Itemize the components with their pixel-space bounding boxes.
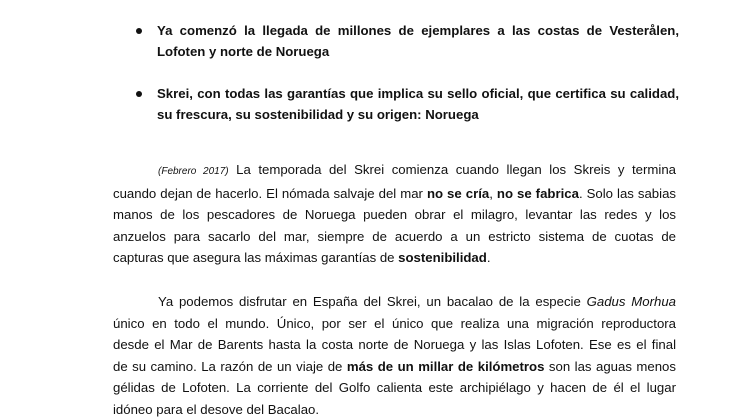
text-run: de su camino. La razón de un viaje de: [113, 359, 347, 374]
text-run: capturas que asegura las máximas garantías de: [113, 250, 398, 265]
emphasis-text: más de un millar de kilómetros: [347, 359, 545, 374]
text-run: . Solo las sabias: [579, 186, 676, 201]
paragraph-line: desde el Mar de Barents hasta la costa norte de Noruega y las Islas Lofoten. Ese es el final: [113, 334, 676, 356]
paragraph-line: idóneo para el desove del Bacalao.: [113, 399, 676, 420]
paragraph-line: [113, 247, 676, 269]
date-label: (Febrero 2017): [158, 166, 229, 177]
paragraph-line: único en todo el mundo. Único, por ser el único que realiza una migración reproductora: [113, 313, 676, 335]
text-run: Ya podemos disfrutar en España del Skrei, un bacalao de la especie: [158, 294, 587, 309]
highlight-text: Skrei, con todas las garantías que implica su sello oficial, que certifica su calidad, su frescura, su sostenibilidad y su origen: Noruega: [157, 86, 679, 122]
paragraph-season: [113, 159, 676, 269]
highlight-text: Ya comenzó la llegada de millones de ejemplares a las costas de Vesterålen, Lofoten y norte de Noruega: [157, 23, 679, 59]
emphasis-text: no se cría: [427, 186, 489, 201]
species-name: Gadus Morhua: [587, 294, 676, 309]
highlights-list: [134, 20, 679, 125]
paragraph-line: [113, 291, 676, 313]
bullet-dot-icon: [136, 28, 142, 34]
text-run: son las aguas menos: [544, 359, 676, 374]
emphasis-text: sostenibilidad: [398, 250, 487, 265]
text-run: La temporada del Skrei comienza cuando llegan los Skreis y termina: [229, 162, 676, 177]
paragraph-line: gélidas de Lofoten. La corriente del Golfo calienta este archipiélago y hacen de él el lugar: [113, 377, 676, 399]
paragraph-line: [113, 159, 676, 183]
paragraph-migration: [113, 291, 676, 420]
text-run: .: [487, 250, 491, 265]
highlight-item: [134, 20, 679, 62]
emphasis-text: no se fabrica: [497, 186, 579, 201]
text-run: cuando dejan de hacerlo. El nómada salvaje del mar: [113, 186, 427, 201]
highlight-item: [134, 83, 679, 125]
bullet-dot-icon: [136, 91, 142, 97]
paragraph-line: [113, 356, 676, 378]
paragraph-line: [113, 183, 676, 205]
paragraph-line: anzuelos para sacarlo del mar, siempre de acuerdo a un estricto sistema de cuotas de: [113, 226, 676, 248]
text-run: ,: [489, 186, 497, 201]
paragraph-line: manos de los pescadores de Noruega pueden obrar el milagro, levantar las redes y los: [113, 204, 676, 226]
